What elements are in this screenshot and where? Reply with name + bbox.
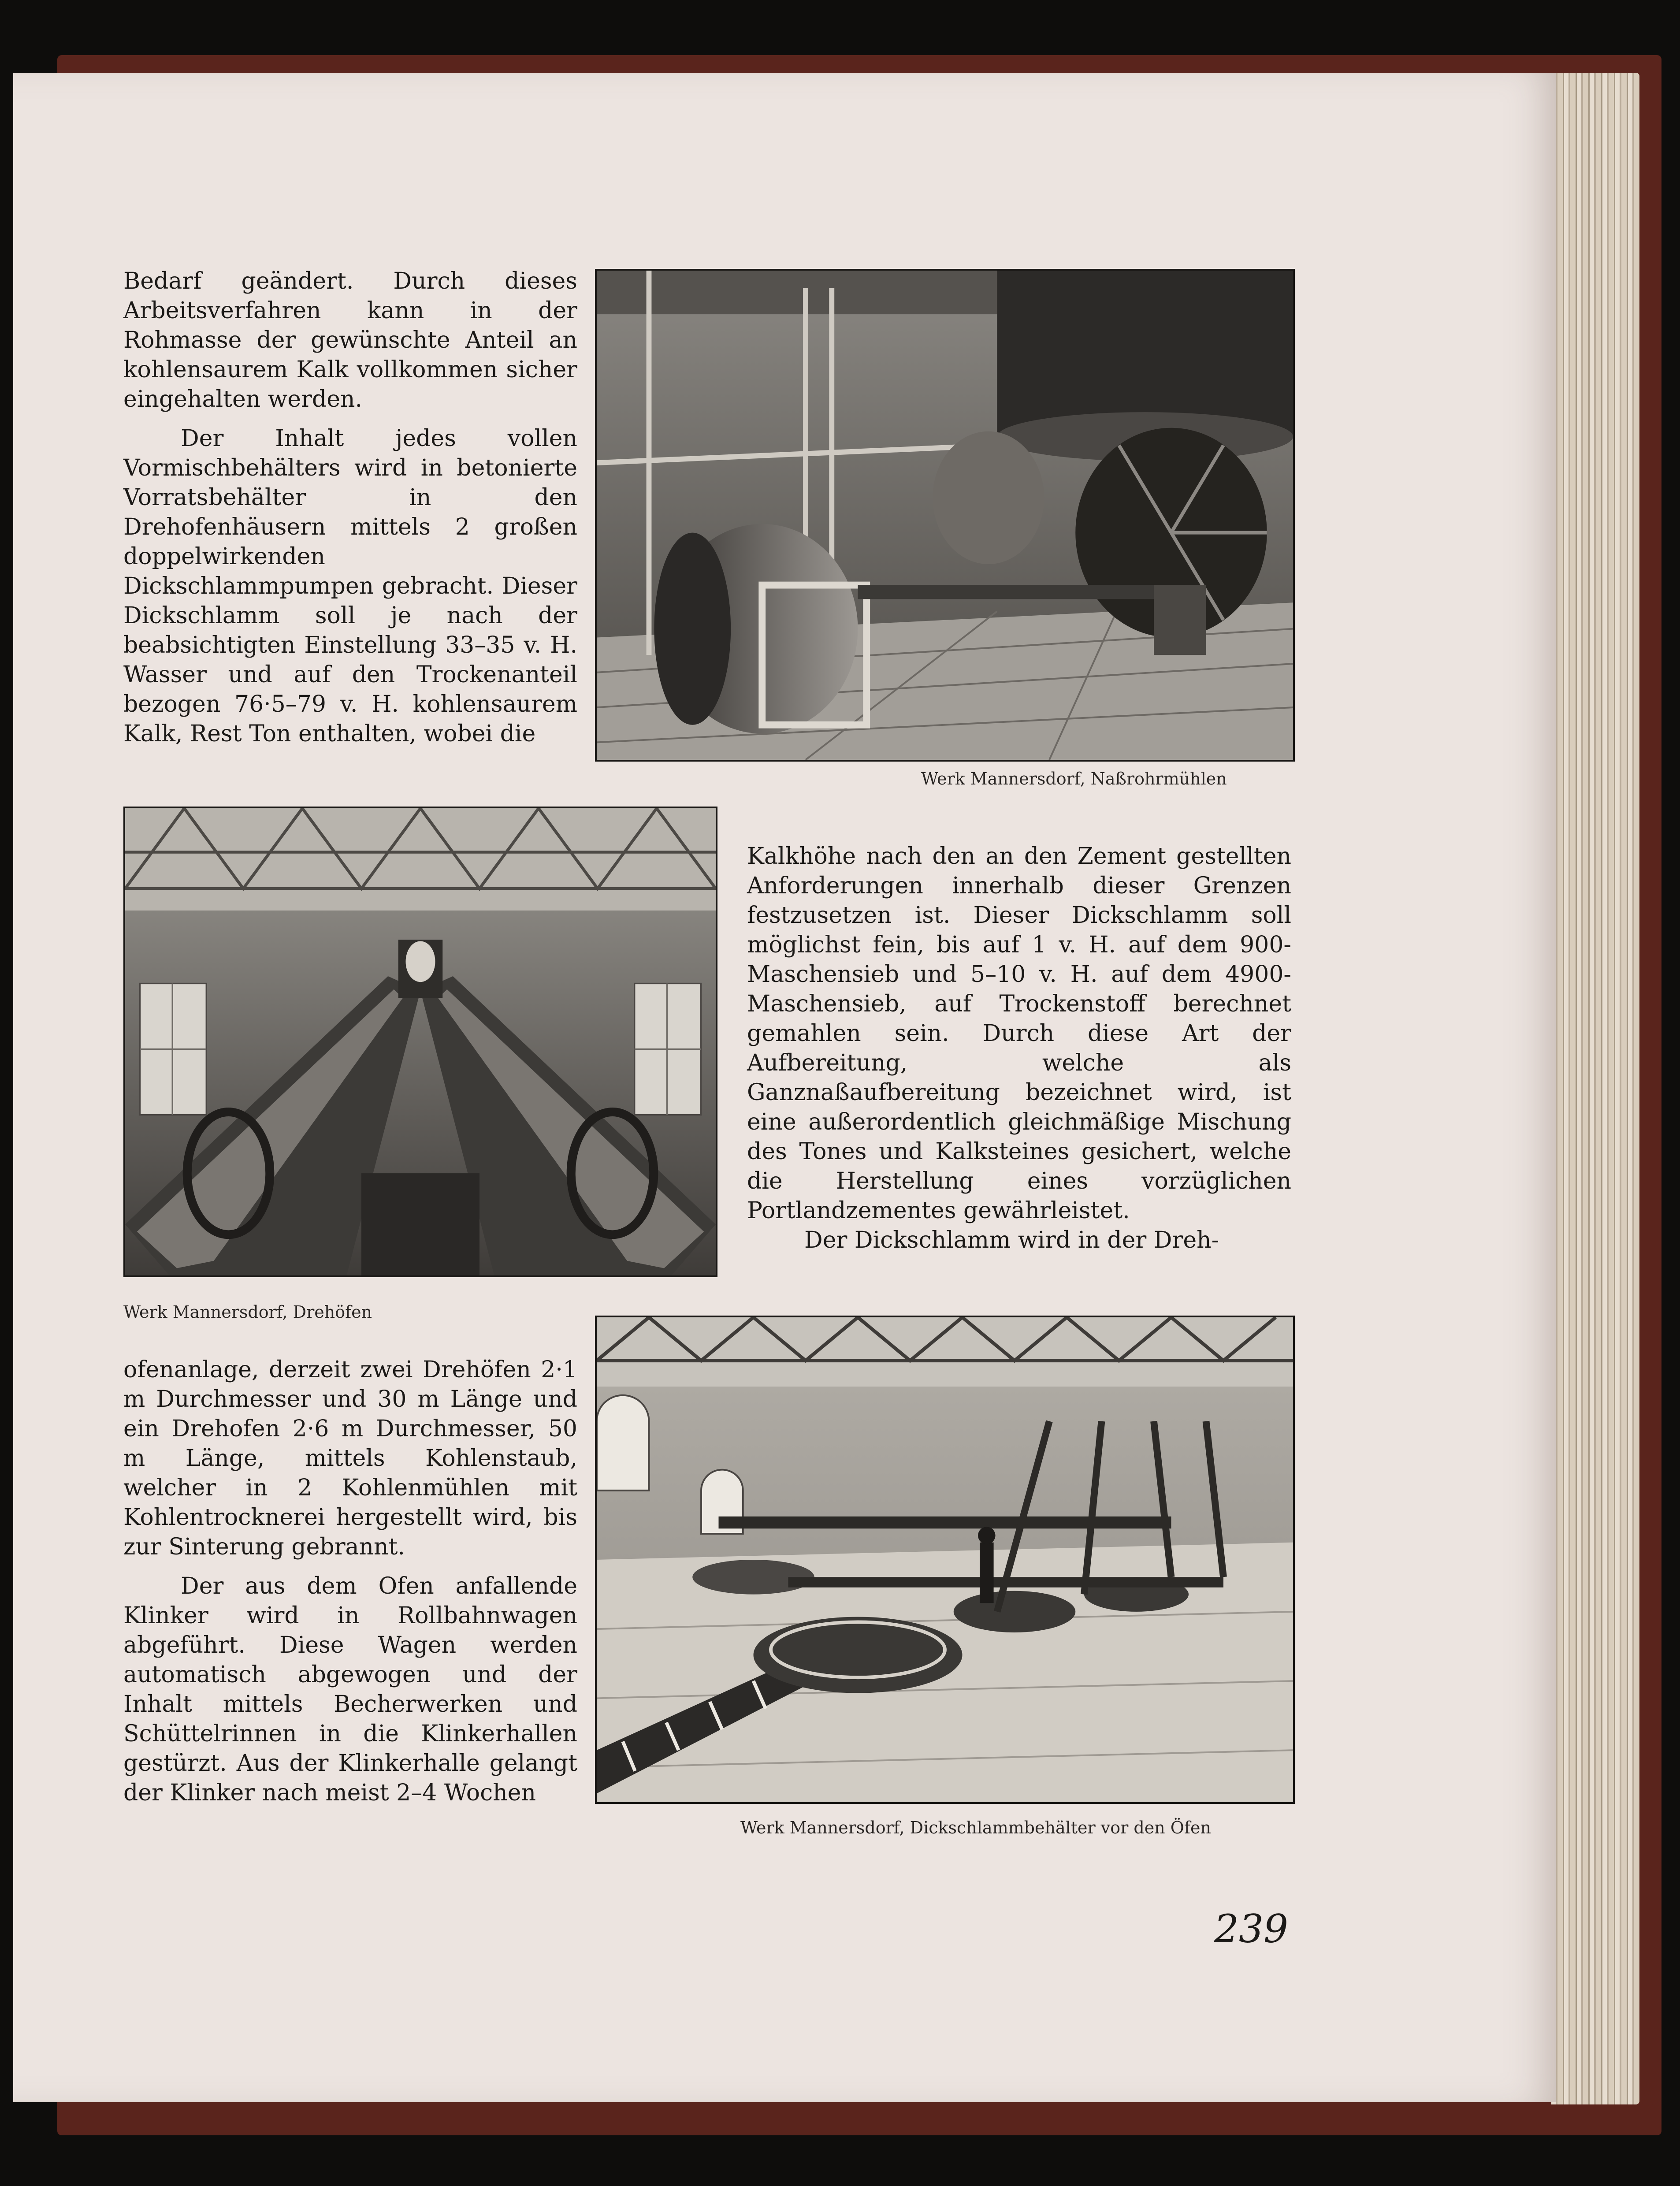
page-number: 239 — [1214, 1906, 1288, 1952]
text-block-bottom-left — [123, 1355, 577, 1808]
photo-dickschlammbehaelter — [595, 1316, 1295, 1804]
paragraph: Kalkhöhe nach den an den Zement gestellten Anforderungen innerhalb dieser Grenzen festzusetzen ist. Dieser Dickschlamm soll möglichst fein, bis auf 1 v. H. auf dem 900-Maschensieb und 5–10 v. H. auf dem 4900-Maschensieb, auf Trockenstoff berechnet gemahlen sein. Durch diese Art der Aufbereitung, welche als Ganznaßaufbereitung bezeichnet wird, ist eine außerordentlich gleichmäßige Mischung des Tones und Kalksteines gesichert, welche die Herstellung eines vorzüglichen Portlandzementes gewährleistet. — [747, 843, 1291, 1224]
photo-nassrohrmuehlen — [595, 269, 1295, 762]
book-page — [13, 73, 1556, 2102]
text-block-middle-right — [747, 842, 1291, 1255]
photo-drehoefen — [123, 807, 717, 1277]
caption-photo-1: Werk Mannersdorf, Naßrohrmühlen — [921, 769, 1227, 788]
text-block-top-left — [123, 267, 577, 749]
paragraph: Der aus dem Ofen anfallende Klinker wird in Rollbahnwagen abgeführt. Diese Wagen werden automatisch abgewogen und der Inhalt mittels Becherwerken und Schüttelrinnen in die Klinkerhallen gestürzt. Aus der Klinkerhalle gelangt der Klinker nach meist 2–4 Wochen — [123, 1573, 577, 1806]
paragraph: Der Inhalt jedes vollen Vormischbehälters wird in betonierte Vorratsbehälter in den Drehofenhäusern mittels 2 großen doppelwirkenden Dickschlammpumpen gebracht. Dieser Dickschlamm soll je nach der beabsichtigten Einstellung 33–35 v. H. Wasser und auf den Trockenanteil bezogen 76·5–79 v. H. kohlensaurem Kalk, Rest Ton enthalten, wobei die — [123, 425, 577, 747]
caption-photo-2: Werk Mannersdorf, Drehöfen — [123, 1302, 372, 1322]
paragraph: Bedarf geändert. Durch dieses Arbeitsverfahren kann in der Rohmasse der gewünschte Anteil an kohlensaurem Kalk vollkommen sicher eingehalten werden. — [123, 268, 577, 413]
paragraph: ofenanlage, derzeit zwei Drehöfen 2·1 m Durchmesser und 30 m Länge und ein Drehofen 2·6 m Durchmesser, 50 m Länge, mittels Kohlenstaub, welcher in 2 Kohlenmühlen mit Kohlentrocknerei hergestellt wird, bis zur Sinterung gebrannt. — [123, 1357, 577, 1560]
paragraph: Der Dickschlamm wird in der Dreh- — [804, 1227, 1219, 1253]
page-edges — [1551, 73, 1639, 2104]
caption-photo-3: Werk Mannersdorf, Dickschlammbehälter vor den Öfen — [740, 1818, 1211, 1837]
